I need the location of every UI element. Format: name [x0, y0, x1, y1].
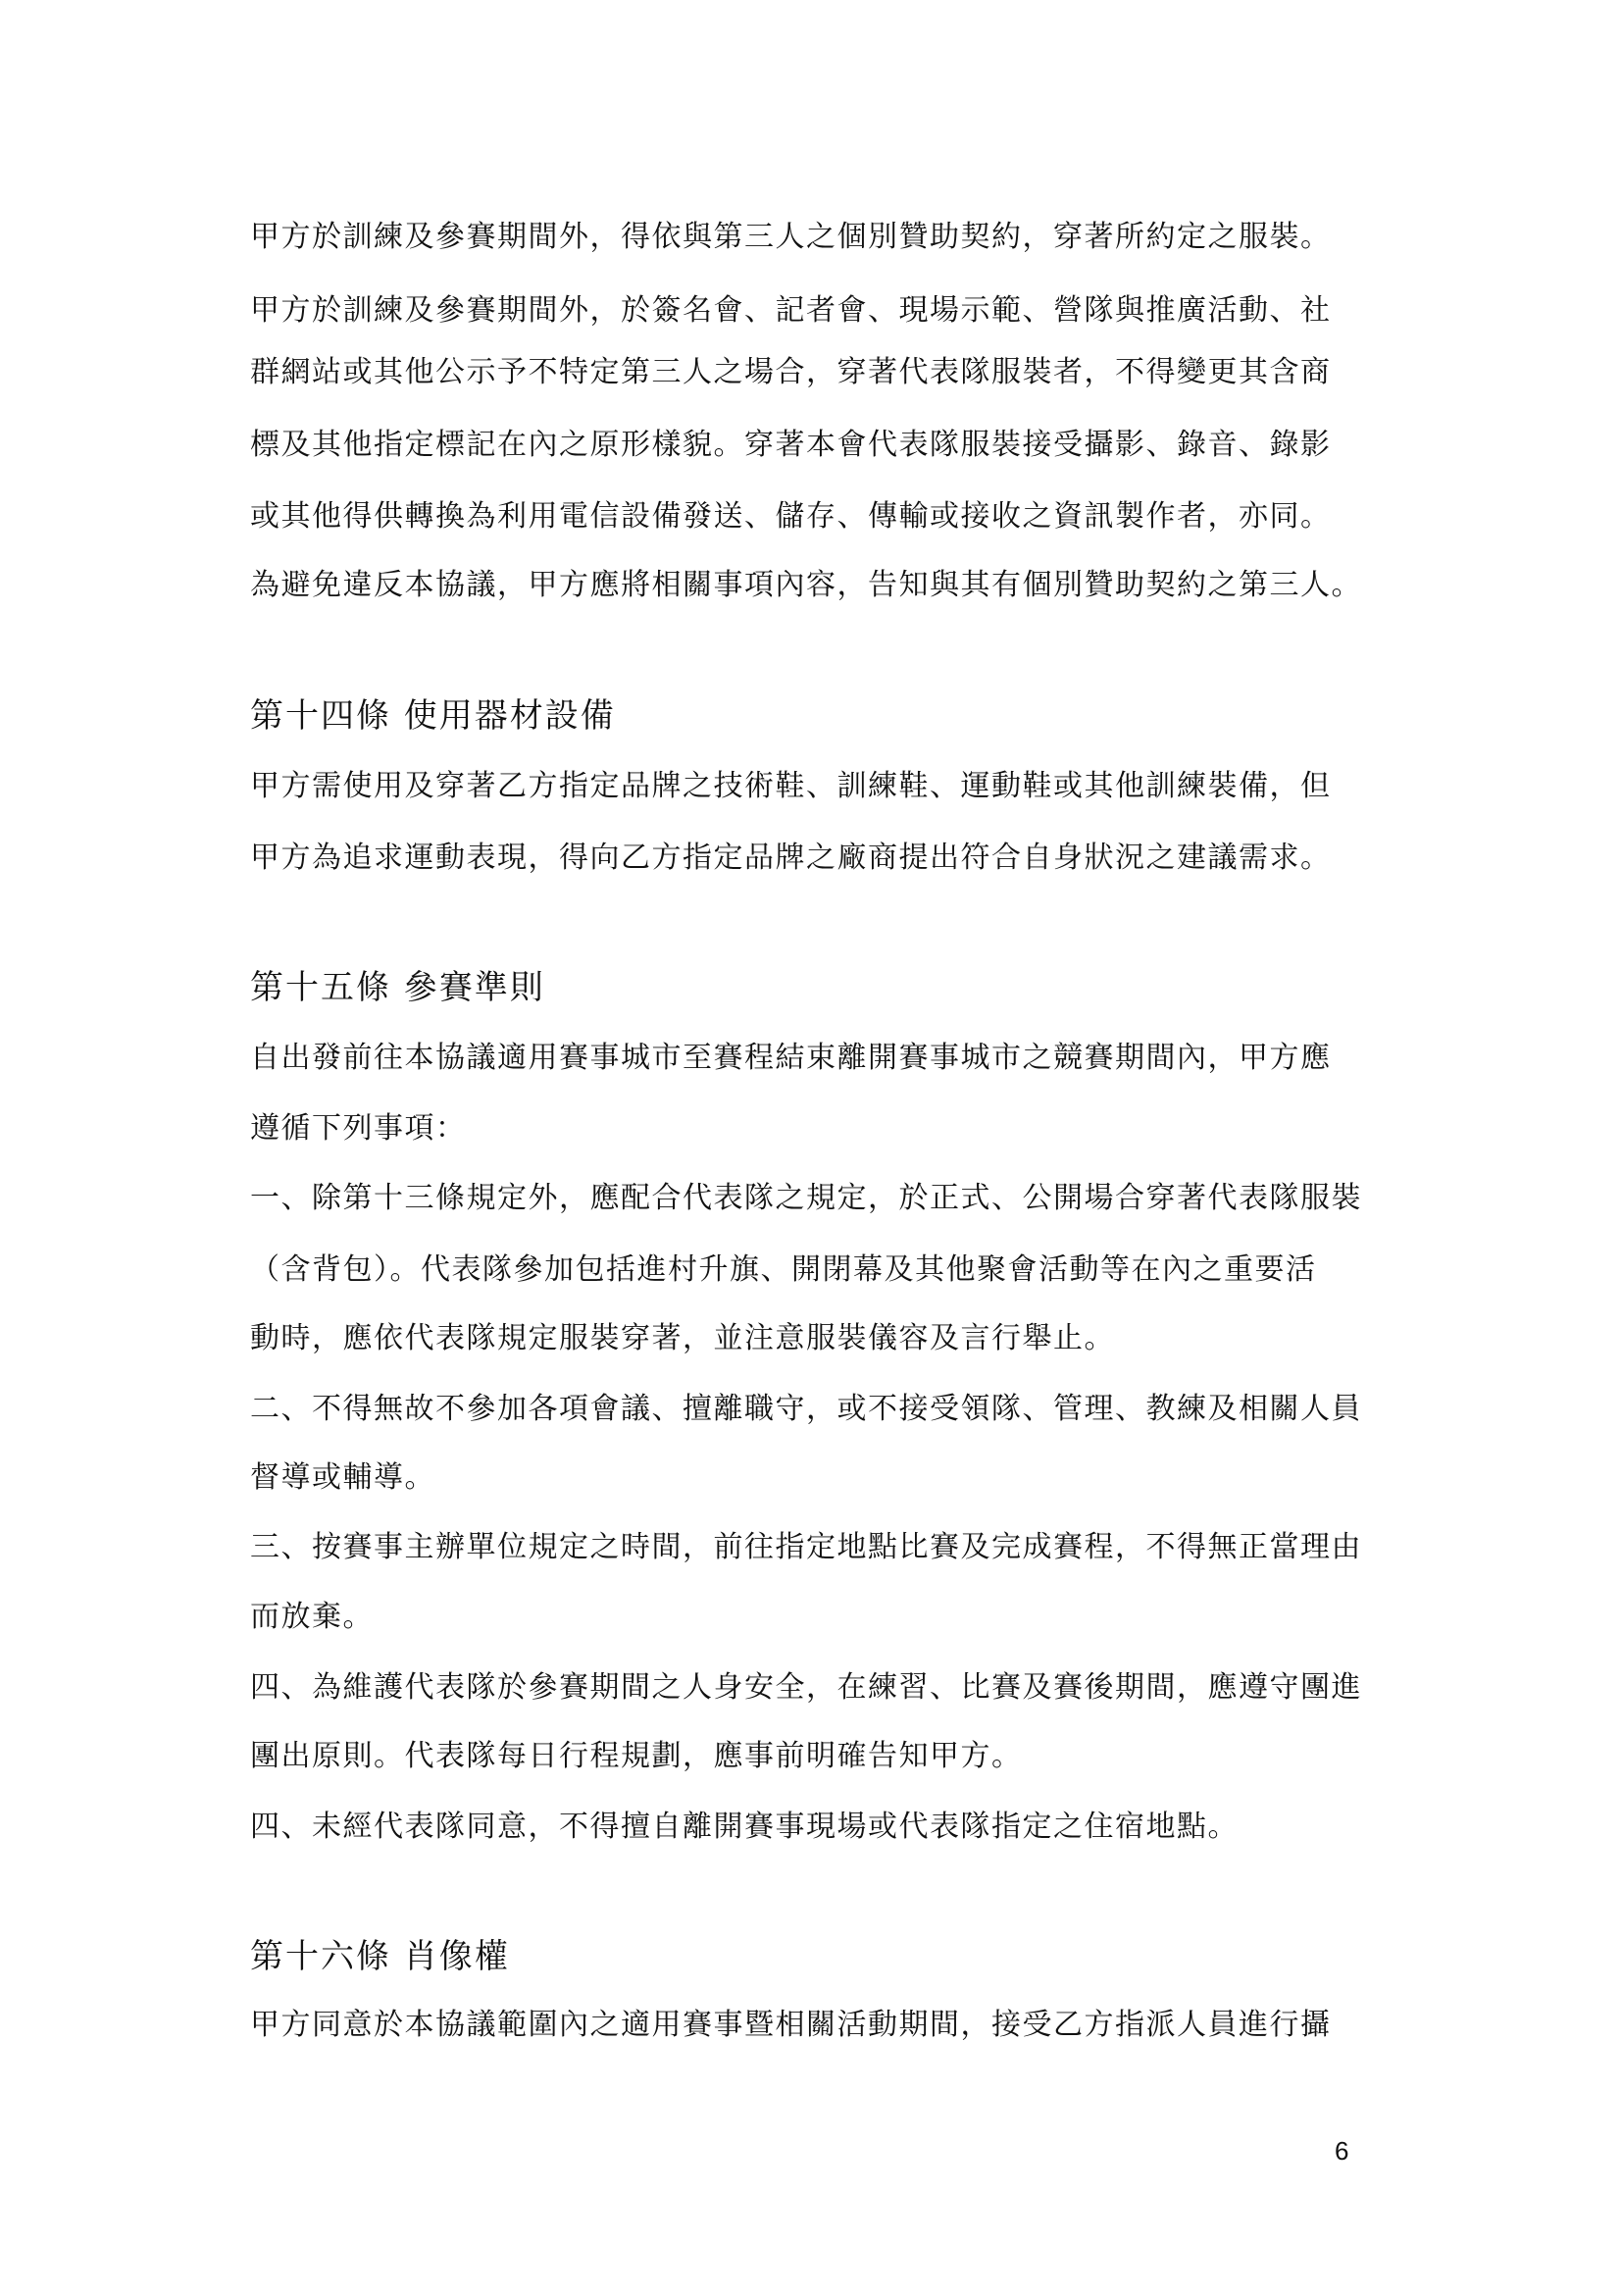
text-line: 自出發前往本協議適用賽事城市至賽程結束離開賽事城市之競賽期間內，甲方應: [250, 1041, 1332, 1075]
text-line: 團出原則。代表隊每日行程規劃，應事前明確告知甲方。: [250, 1739, 1023, 1773]
text-line: 督導或輔導。: [250, 1460, 435, 1495]
text-line: 一、除第十三條規定外，應配合代表隊之規定，於正式、公開場合穿著代表隊服裝: [250, 1181, 1362, 1215]
text-line: 遵循下列事項：: [250, 1111, 467, 1146]
page-number: 6: [1335, 2136, 1349, 2166]
text-line: 而放棄。: [250, 1600, 374, 1634]
text-line: 三、按賽事主辦單位規定之時間，前往指定地點比賽及完成賽程，不得無正當理由: [250, 1530, 1362, 1564]
text-line: 四、未經代表隊同意，不得擅自離開賽事現場或代表隊指定之住宿地點。: [250, 1810, 1239, 1844]
article-heading: 第十五條 參賽準則: [250, 968, 545, 1007]
text-line: 為避免違反本協議，甲方應將相關事項內容，告知與其有個別贊助契約之第三人。: [250, 568, 1362, 602]
article-heading: 第十四條 使用器材設備: [250, 696, 616, 736]
text-line: 二、不得無故不參加各項會議、擅離職守，或不接受領隊、管理、教練及相關人員: [250, 1392, 1362, 1426]
text-line: 甲方同意於本協議範圍內之適用賽事暨相關活動期間，接受乙方指派人員進行攝: [250, 2008, 1332, 2042]
text-line: 或其他得供轉換為利用電信設備發送、儲存、傳輸或接收之資訊製作者，亦同。: [250, 499, 1332, 534]
text-line: 群網站或其他公示予不特定第三人之場合，穿著代表隊服裝者，不得變更其含商: [250, 355, 1332, 389]
text-line: 甲方為追求運動表現，得向乙方指定品牌之廠商提出符合自身狀況之建議需求。: [250, 841, 1332, 875]
text-line: 標及其他指定標記在內之原形樣貌。穿著本會代表隊服裝接受攝影、錄音、錄影: [250, 428, 1332, 462]
text-line: 甲方需使用及穿著乙方指定品牌之技術鞋、訓練鞋、運動鞋或其他訓練裝備，但: [250, 769, 1332, 803]
text-line: （含背包）。代表隊參加包括進村升旗、開閉幕及其他聚會活動等在內之重要活: [250, 1252, 1317, 1287]
text-line: 甲方於訓練及參賽期間外，於簽名會、記者會、現場示範、營隊與推廣活動、社: [250, 293, 1332, 328]
text-line: 四、為維護代表隊於參賽期間之人身安全，在練習、比賽及賽後期間，應遵守團進: [250, 1670, 1362, 1705]
article-heading: 第十六條 肖像權: [250, 1937, 510, 1976]
text-line: 甲方於訓練及參賽期間外，得依與第三人之個別贊助契約，穿著所約定之服裝。: [250, 220, 1332, 254]
text-line: 動時，應依代表隊規定服裝穿著，並注意服裝儀容及言行舉止。: [250, 1321, 1115, 1355]
